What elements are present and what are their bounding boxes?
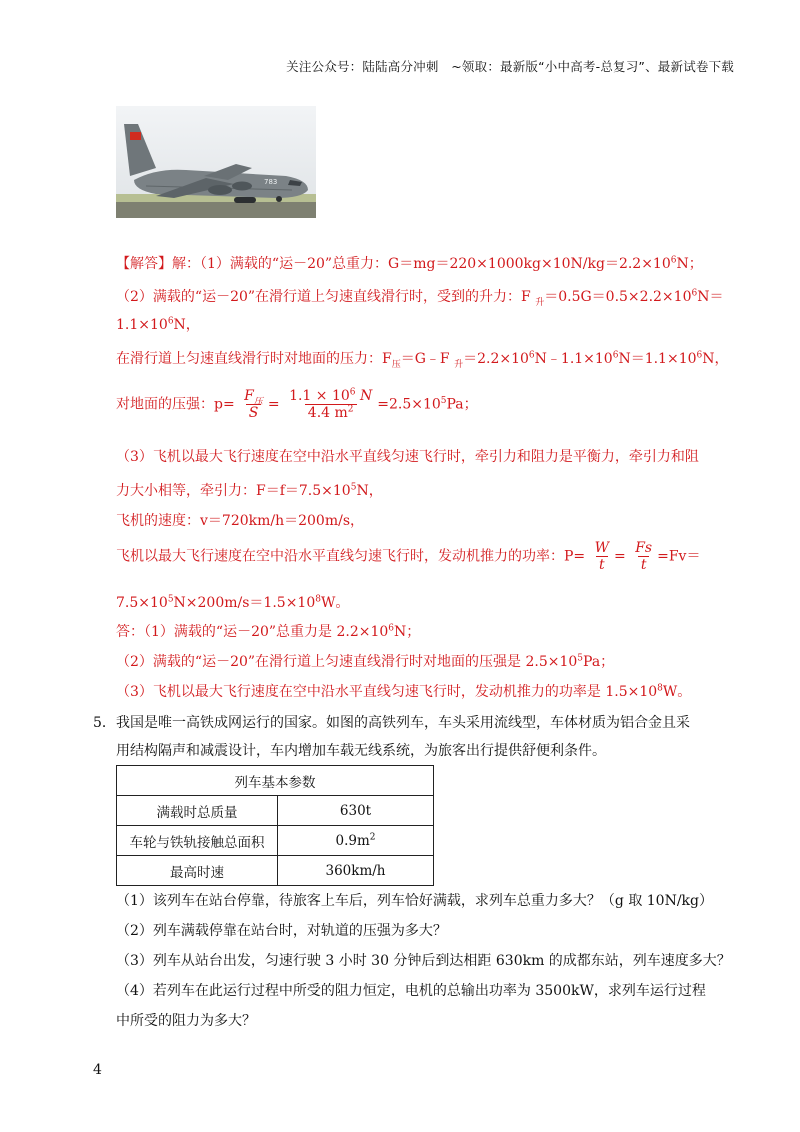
table-title: 列车基本参数 — [117, 766, 434, 796]
answer-line-1: 答：（1）满载的“运－20”总重力是 $2.2\times 10^6N$； — [116, 623, 421, 640]
table-row — [117, 826, 434, 856]
fraction-power-w-over-t: $\frac{W}{t}$ — [594, 540, 609, 574]
table-cell-value: 360km/h — [278, 856, 434, 886]
question-number: 5． — [93, 715, 116, 731]
table-cell-label: 车轮与铁轨接触总面积 — [117, 826, 278, 856]
question-intro-line-1: 我国是唯一高铁成网运行的国家。如图的高铁列车，车头采用流线型，车体材质为铝合金且采 — [116, 715, 690, 731]
subquestion-1: （1）该列车在站台停靠，待旅客上车后，列车恰好满载，求列车总重力多大？（g 取 10N/kg） — [116, 893, 713, 909]
solution-line-9: 飞机以最大飞行速度在空中沿水平直线匀速飞行时，发动机推力的功率：P= $\frac{W}{t}$ = $\frac{Fs}{t}$ =Fv＝ — [116, 540, 701, 574]
page-number: 4 — [93, 1062, 102, 1078]
table-cell-value: $0.9m^2$ — [278, 826, 434, 856]
solution-line-5: 对地面的压强：p= $\frac{F_压}{S}$ = $\frac{1.1 \times 10^6 N}{4.4 m^2}$ $=2.5\times 10^5Pa$； — [116, 387, 478, 422]
train-parameters-table — [116, 765, 434, 886]
table-cell-label: 最高时速 — [117, 856, 278, 886]
table-row — [117, 766, 434, 796]
solution-line-6: （3）飞机以最大飞行速度在空中沿水平直线匀速飞行时，牵引力和阻力是平衡力，牵引力和阻 — [116, 449, 699, 465]
solution-line-1: 【解答】解：（1）满载的“运－20”总重力：$G=mg=220\times 1000kg\times 10N/kg=2.2\times 10^6N$； — [116, 255, 703, 272]
solution-line-8: 飞机的速度：v＝720km/h＝200m/s， — [116, 513, 365, 529]
solution-line-10: $7.5\times 10^5N\times 200m/s=1.5\times 10^8W$。 — [116, 594, 350, 611]
fraction-pressure-numeric: $\frac{1.1 \times 10^6 N}{4.4 m^2}$ — [289, 387, 373, 422]
tail-number: 783 — [264, 178, 278, 186]
solution-line-2: （2）满载的“运－20”在滑行道上匀速直线滑行时，受到的升力：F $_升=0.5G=0.5\times 2.2\times 10^6N=$ — [116, 288, 724, 308]
solution-line-3: $1.1\times 10^6N$， — [116, 316, 200, 333]
solution-line-4: 在滑行道上匀速直线滑行时对地面的压力：$F_压=G﹣F$ $_升=2.2\times 10^6N﹣1.1\times 10^6N=1.1\times 10^6N$， — [116, 350, 729, 370]
question-intro-line-2: 用结构隔声和减震设计，车内增加车载无线系统，为旅客出行提供舒便利条件。 — [116, 743, 606, 759]
table-cell-label: 满载时总质量 — [117, 796, 278, 826]
fraction-pressure-symbolic: $\frac{F_压}{S}$ — [244, 388, 263, 422]
solution-line-7: 力大小相等，牵引力：$F=f=7.5\times 10^5N$， — [116, 482, 383, 499]
subquestion-4-line-2: 中所受的阻力为多大？ — [116, 1013, 256, 1029]
fraction-power-fs-over-t: $\frac{Fs}{t}$ — [635, 540, 653, 574]
table-row — [117, 856, 434, 886]
answer-line-3: （3）飞机以最大飞行速度在空中沿水平直线匀速飞行时，发动机推力的功率是 $1.5\times 10^8W$。 — [116, 683, 692, 700]
subquestion-3: （3）列车从站台出发，匀速行驶 3 小时 30 分钟后到达相距 630km 的成都东站，列车速度多大？ — [116, 953, 731, 969]
aircraft-photo — [116, 106, 316, 218]
page-header: 关注公众号：陆陆高分冲刺 ~领取：最新版“小中高考-总复习”、最新试卷下载 — [286, 59, 734, 74]
subquestion-2: （2）列车满载停靠在站台时，对轨道的压强为多大？ — [116, 923, 447, 939]
answer-line-2: （2）满载的“运－20”在滑行道上匀速直线滑行时对地面的压强是 $2.5\times 10^5Pa$； — [116, 653, 615, 670]
table-cell-value: 630t — [278, 796, 434, 826]
table-row — [117, 796, 434, 826]
subquestion-4-line-1: （4）若列车在此运行过程中所受的阻力恒定，电机的总输出功率为 3500kW，求列车运行过程 — [116, 983, 706, 999]
